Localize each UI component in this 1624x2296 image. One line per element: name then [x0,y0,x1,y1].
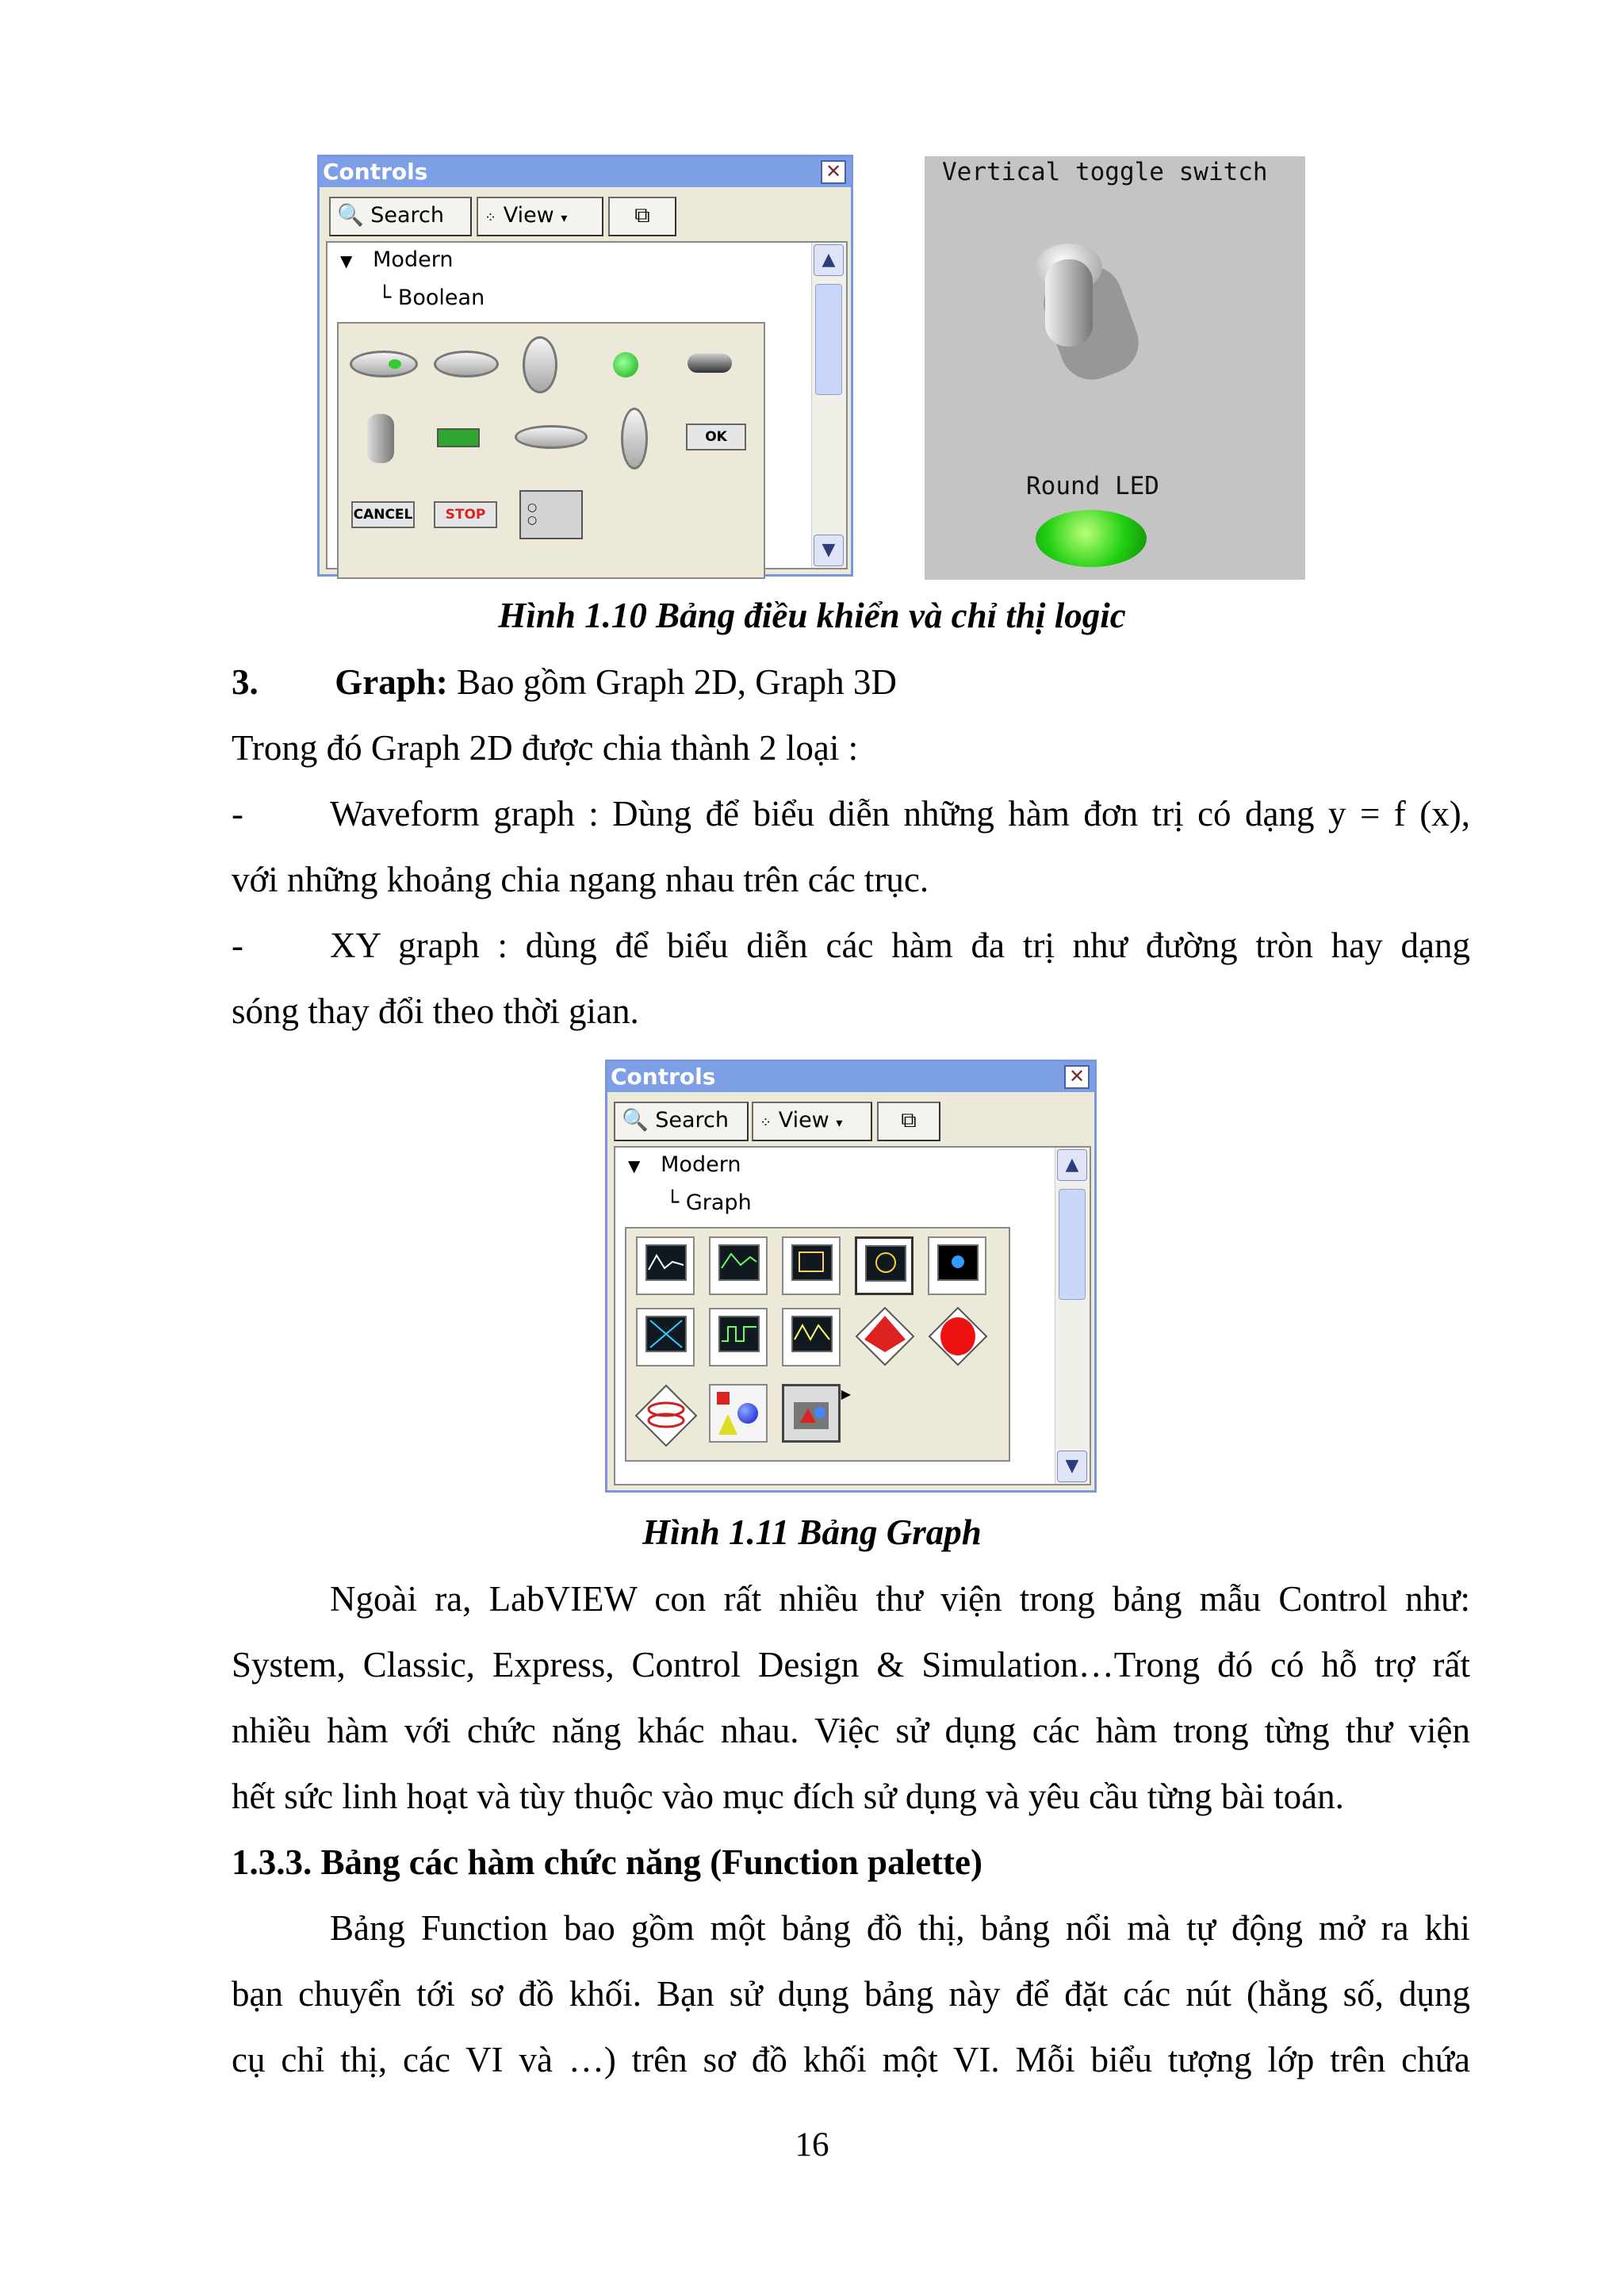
para-1-line-2: System, Classic, Express, Control Design & Simulation…Trong đó có hỗ trợ rất [232,1645,1470,1685]
toggle-lever-icon[interactable] [1045,259,1093,347]
tree-branch-icon: └ [378,286,392,310]
bullet-1-dash: - [232,794,243,834]
palette-options-button[interactable] [608,197,676,236]
dropdown-arrow-icon: ▾ [836,1115,843,1130]
section-1-3-3-line-1: Bảng Function bao gồm một bảng đồ thị, bảng nổi mà tự động mở ra khi [330,1908,1470,1948]
palette-title: Controls [323,159,428,185]
vertical-slide-switch-icon[interactable] [621,408,648,470]
para-1-line-4: hết sức linh hoạt và tùy thuộc vào mục đích sử dụng và yêu cầu từng bài toán. [232,1777,1344,1816]
section-1-3-3-line-3: cụ chỉ thị, các VI và …) trên sơ đồ khối một VI. Mỗi biểu tượng lớp trên chứa [232,2040,1470,2079]
section-1-3-3-heading: 1.3.3. Bảng các hàm chức năng (Function palette) [232,1842,982,1882]
cancel-button[interactable] [351,501,415,528]
push-button-on-icon[interactable] [350,351,418,378]
tree-item-boolean[interactable] [378,286,485,310]
expand-arrow-icon: ▼ [628,1156,641,1175]
radio-buttons-icon[interactable]: ○ ○ [519,490,583,539]
search-label: Search [370,203,444,228]
vertical-rocker-icon[interactable] [523,336,557,393]
scroll-up-icon[interactable]: ▲ [814,244,844,276]
tree-label-boolean: Boolean [397,286,485,310]
section-3-number: 3. [232,662,259,702]
vertical-scrollbar[interactable] [811,243,846,568]
controls-subpalette-icon[interactable]: ▶ [782,1384,841,1443]
palette-title: Controls [611,1064,716,1090]
view-label: View [503,203,554,228]
tree-item-modern[interactable] [628,1152,741,1177]
vertical-scrollbar[interactable] [1055,1148,1090,1484]
intensity-chart-icon[interactable] [928,1236,986,1295]
ok-button[interactable] [686,424,746,450]
graph-controls-grid [625,1227,1010,1462]
view-icon: ⁘ [485,209,497,226]
tree-item-graph[interactable] [666,1190,752,1215]
stop-label: STOP [445,507,486,523]
search-icon: 🔍 [622,1108,649,1133]
expand-arrow-icon: ▼ [340,251,353,270]
ok-label: OK [705,429,727,445]
stop-button[interactable] [434,501,497,528]
round-led-icon[interactable] [613,352,638,378]
search-icon: 🔍 [337,203,364,228]
search-label: Search [655,1108,729,1133]
section-3-heading [232,661,897,703]
view-button[interactable] [477,197,603,236]
tree-branch-icon: └ [666,1190,680,1215]
close-icon[interactable]: ✕ [821,160,846,184]
close-icon[interactable]: ✕ [1064,1065,1090,1089]
bullet-2-line-2: sóng thay đổi theo thời gian. [232,991,639,1031]
led-label: Round LED [1026,472,1159,500]
search-button[interactable] [329,197,472,236]
3d-parametric-graph-icon[interactable] [926,1305,990,1368]
tree-label-modern: Modern [661,1152,741,1177]
para-1-line-3: nhiều hàm với chức năng khác nhau. Việc sử dụng các hàm trong từng thư viện [232,1711,1470,1750]
section-3-intro: Trong đó Graph 2D được chia thành 2 loại : [232,728,859,768]
square-led-icon[interactable] [437,428,480,447]
3d-surface-graph-icon[interactable] [853,1305,917,1368]
scroll-thumb[interactable] [815,284,842,395]
scroll-up-icon[interactable]: ▲ [1057,1149,1087,1181]
rocker-button-icon[interactable] [434,351,499,378]
vertical-toggle-icon[interactable] [367,414,394,463]
cancel-label: CANCEL [353,507,413,523]
digital-waveform-graph-icon[interactable] [709,1308,768,1366]
scroll-thumb[interactable] [1059,1189,1086,1300]
section-3-title-rest: Bao gồm Graph 2D, Graph 3D [447,662,897,702]
slide-switch-icon[interactable] [515,425,588,449]
graph-controls-palette [605,1060,1097,1493]
xy-graph-icon[interactable] [782,1236,841,1295]
section-3-title: Graph: [335,662,448,702]
tree-label-modern: Modern [373,247,454,272]
bullet-1-line-1: Waveform graph : Dùng để biểu diễn những hàm đơn trị có dạng y = f (x), [330,794,1470,834]
3d-curve-graph-icon[interactable] [633,1382,699,1449]
vertical-toggle-switch-preview [925,156,1305,580]
tree-label-graph: Graph [685,1190,752,1215]
figure-1-11-caption: Hình 1.11 Bảng Graph [642,1512,982,1552]
bullet-2-line-1: XY graph : dùng để biểu diễn các hàm đa trị như đường tròn hay dạng [330,926,1470,965]
palette-content [326,241,848,569]
page-number: 16 [795,2126,829,2164]
toggle-switch-horizontal-icon[interactable] [688,354,732,373]
tree-item-modern[interactable] [340,247,453,272]
toggle-title: Vertical toggle switch [942,158,1268,186]
boolean-controls-palette [317,155,853,577]
palette-options-button[interactable] [877,1102,940,1141]
waveform-chart-icon[interactable] [636,1236,695,1295]
scroll-down-icon[interactable]: ▼ [1057,1451,1087,1482]
palette-content [614,1146,1091,1485]
dropdown-arrow-icon: ▾ [561,210,568,225]
intensity-graph-icon[interactable] [636,1308,695,1366]
express-xy-graph-icon[interactable] [855,1236,914,1295]
window-icon: ⧉ [901,1108,917,1133]
bullet-2-dash: - [232,926,243,965]
palette-title-bar [320,157,851,187]
3d-picture-control-icon[interactable] [709,1384,768,1443]
waveform-graph-icon[interactable] [709,1236,768,1295]
section-1-3-3-line-2: bạn chuyển tới sơ đồ khối. Bạn sử dụng bảng này để đặt các nút (hằng số, dụng [232,1974,1470,2014]
view-icon: ⁘ [760,1114,772,1131]
window-icon: ⧉ [634,203,650,228]
view-button[interactable] [752,1102,872,1141]
scroll-down-icon[interactable]: ▼ [814,535,844,566]
bullet-1-line-2: với những khoảng chia ngang nhau trên các trục. [232,860,929,899]
figure-1-10-caption: Hình 1.10 Bảng điều khiển và chỉ thị logic [498,596,1126,635]
round-led-icon[interactable] [1036,510,1147,567]
view-label: View [778,1108,829,1133]
boolean-controls-grid [337,322,765,579]
para-1-line-1: Ngoài ra, LabVIEW con rất nhiều thư viện trong bảng mẫu Control như: [330,1579,1470,1619]
mixed-signal-graph-icon[interactable] [782,1308,841,1366]
palette-title-bar [607,1062,1094,1092]
search-button[interactable] [614,1102,749,1141]
